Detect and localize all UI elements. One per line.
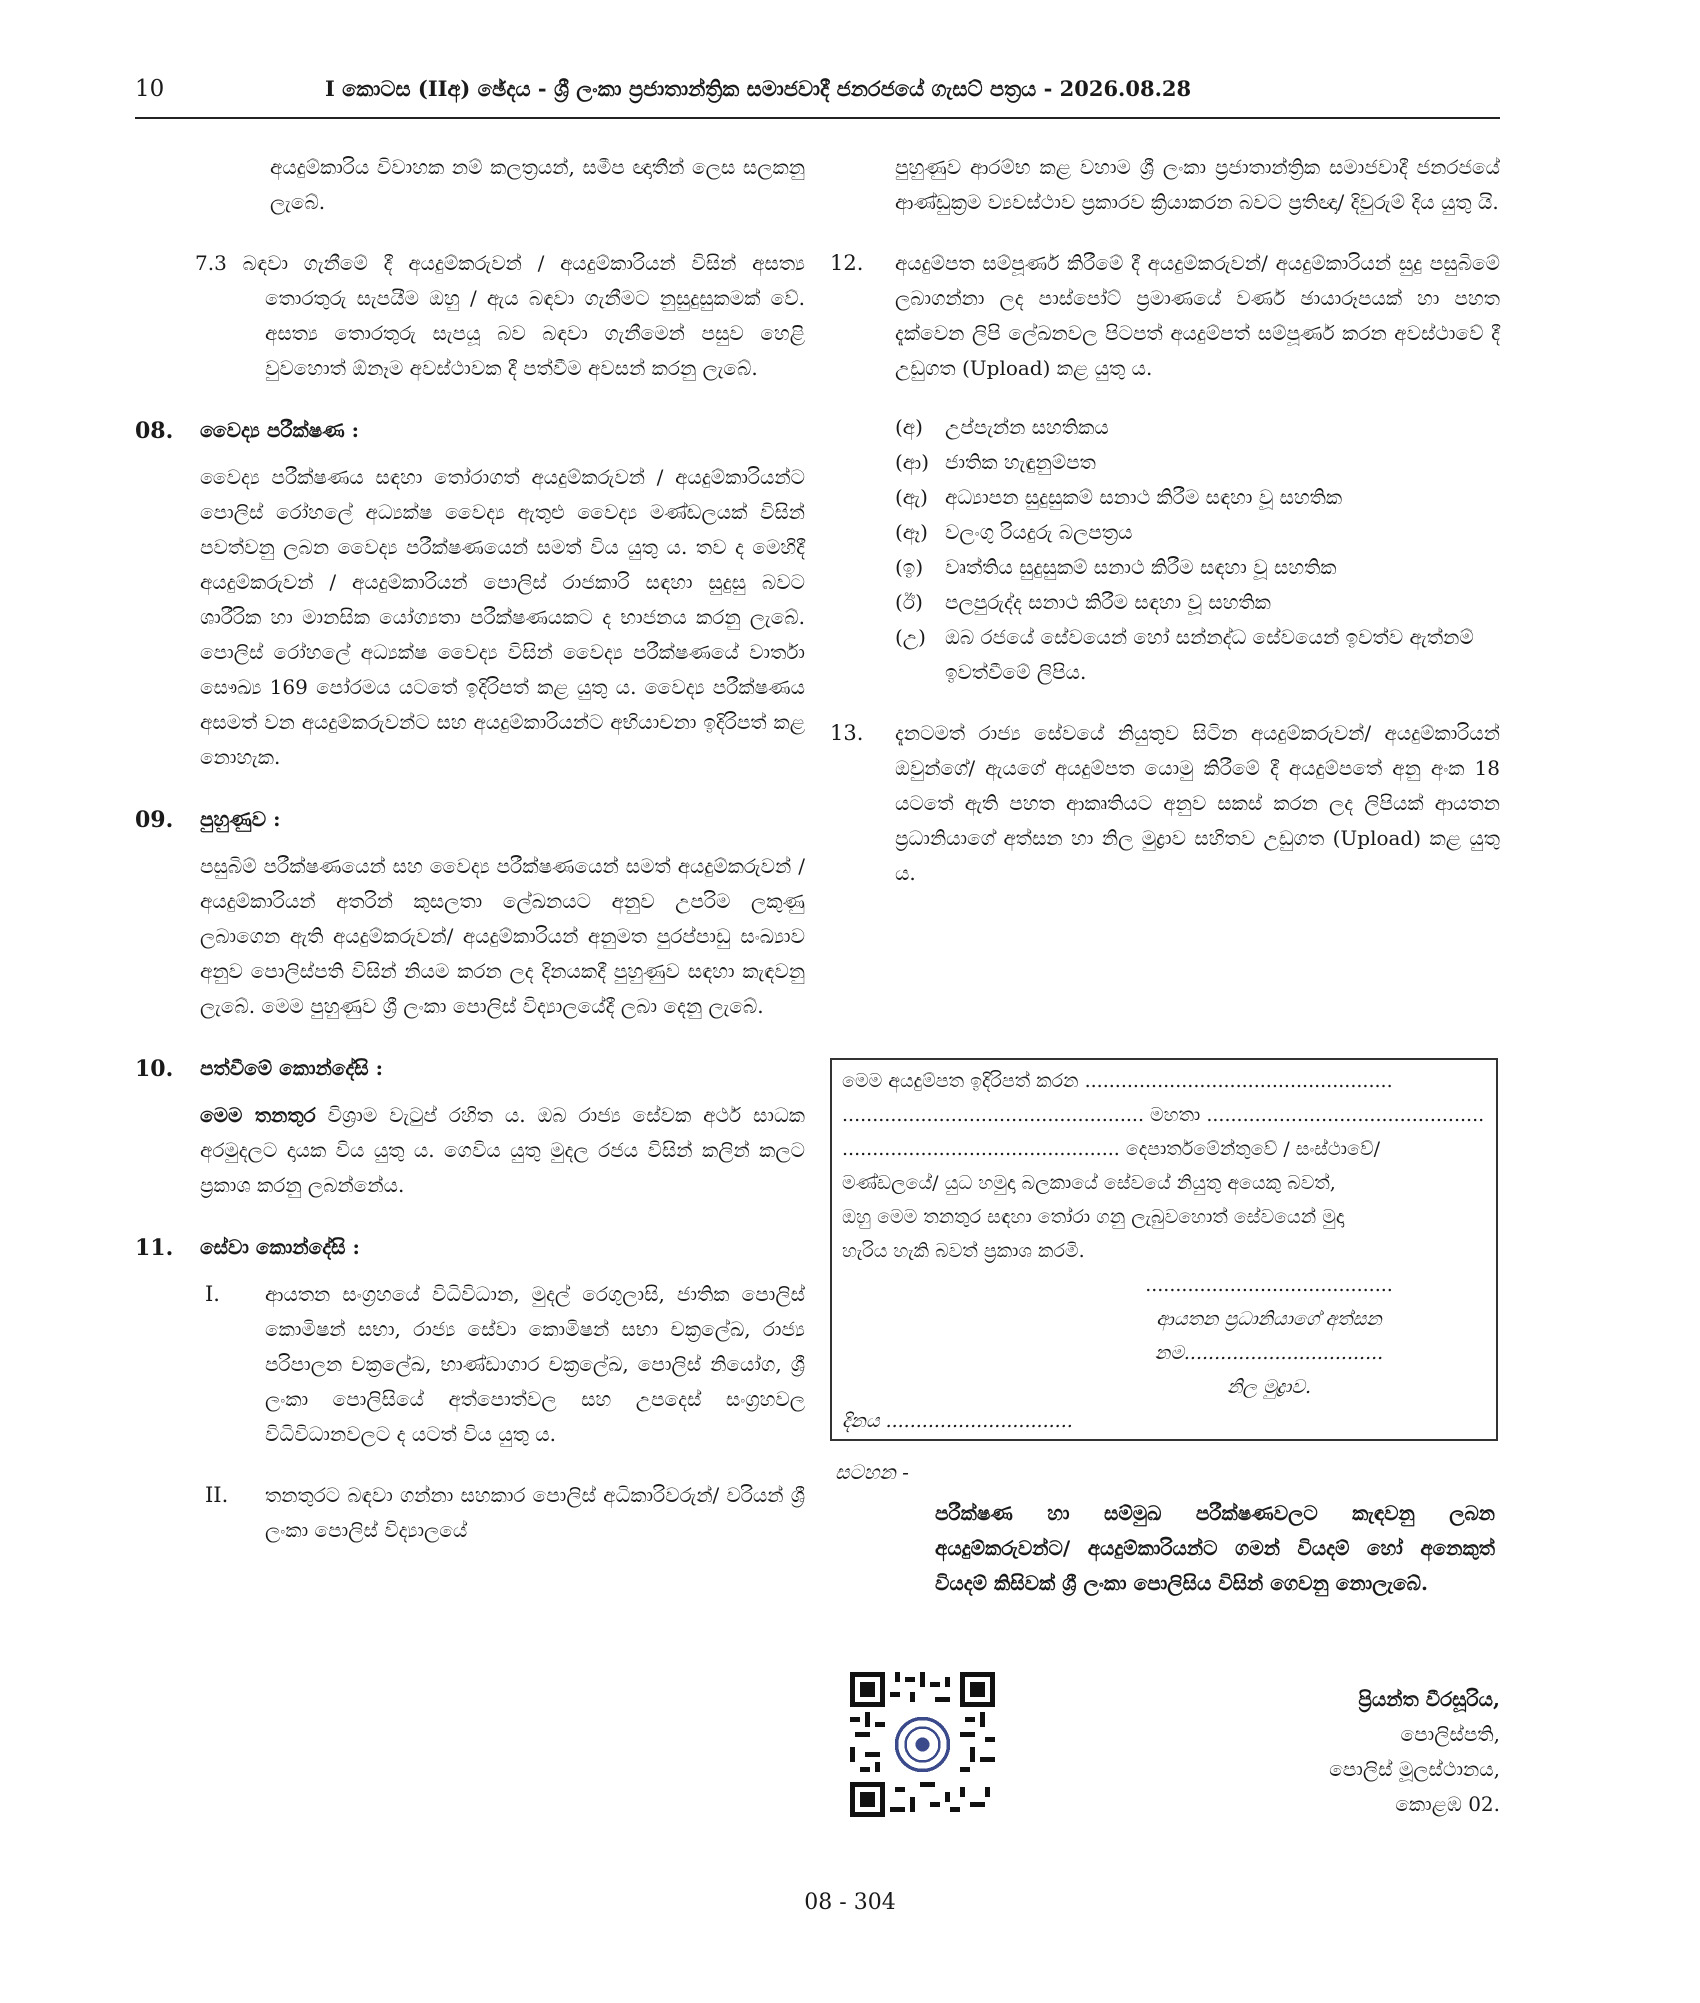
section-09-number: 09. [135, 807, 174, 833]
list-text: අධ්‍යාපන සුදුසුකම් සනාථ කිරීම සඳහා වූ සහතික [945, 485, 1343, 509]
section-12-number: 12. [830, 251, 864, 275]
section-7-3-number: 7.3 [195, 251, 227, 275]
section-13 [830, 716, 1500, 891]
section-10-text [135, 1098, 805, 1203]
section-12-text: අයදුම්පත සම්පූර්ණ කිරීමේ දී අයදුම්කරුවන්/ අයදුම්කාරියන් සුදු පසුබිමේ ලබාගන්නා ලද පාස්පෝට් ප්‍රමාණයේ වර්ණ ඡායාරූපයක් හා පහත දැක්වෙන ලිපි ලේඛනවල පිටපත් අයදුම්පත් සම්පූර්ණ කරන අවස්ථාවේ දී උඩුගත (Upload) කළ යුතු ය. [895, 251, 1500, 380]
list-mark: (අ) [895, 415, 923, 439]
section-11-number: 11. [135, 1235, 174, 1261]
list-text: වෘත්තිය සුදුසුකම් සනාථ කිරීම සඳහා වූ සහතික [945, 555, 1337, 579]
form-line: ඔහු මෙම තනතුර සඳහා තෝරා ගනු ලැබුවහොත් සේවයෙන් මුදා [842, 1206, 1345, 1228]
date-line: දිනය ............................... [842, 1410, 1073, 1432]
list-mark: (ඈ) [895, 520, 928, 544]
list-mark: (ඇ) [895, 485, 928, 509]
list-item [895, 410, 1500, 445]
section-08-text: වෛද්‍ය පරීක්ෂණය සඳහා තෝරාගත් අයදුම්කරුවන් / අයදුම්කාරියන්ට පොලිස් රෝහලේ අධ්‍යක්ෂ වෛද්‍ය ඇතුළු වෛද්‍ය මණ්ඩලයක් විසින් පවත්වනු ලබන වෛද්‍ය පරීක්ෂණයෙන් සමත් විය යුතු ය. තව ද මෙහිදී අයදුම්කරුවන් / අයදුම්කාරියන් පොලිස් රාජකාරි සඳහා සුදුසු බවට ශාරීරික හා මානසික යෝග්‍යතා පරීක්ෂණයකට ද භාජනය කරනු ලැබේ. පොලිස් රෝහලේ අධ්‍යක්ෂ වෛද්‍ය විසින් වෛද්‍ය පරීක්ෂණයේ වාර්තා සෞඛ්‍ය 169 පෝරමය යටතේ ඉදිරිපත් කළ යුතු ය. වෛද්‍ය පරීක්ෂණය අසමත් වන අයදුම්කරුවන්ට සහ අයදුම්කාරියන්ට අභියාචනා ඉදිරිපත් කළ නොහැක. [200, 465, 805, 769]
page-number: 10 [135, 76, 165, 102]
section-13-number: 13. [830, 721, 864, 745]
list-mark: (ආ) [895, 450, 930, 474]
form-line: මෙම අයදුම්පත ඉදිරිපත් කරන ................................................... [842, 1070, 1393, 1092]
signatory-city: කොළඹ 02. [1395, 1792, 1500, 1816]
list-text: ජාතික හැඳුනුම්පත [945, 450, 1096, 474]
name-line: නම................................. [1154, 1342, 1384, 1364]
list-item [895, 585, 1500, 620]
list-item [895, 620, 1500, 690]
signatory-block [1200, 1682, 1500, 1822]
section-7-3 [135, 246, 805, 386]
qr-code-icon [850, 1672, 995, 1817]
item-text: තනතුරට බඳවා ගන්නා සහකාර පොලිස් අධිකාරිවරුන්/ වරියන් ශ්‍රී ලංකා පොලිස් විද්‍යාලයේ [265, 1483, 805, 1542]
page-footer-code: 08 - 304 [804, 1890, 896, 1915]
document-list [830, 410, 1500, 690]
declaration-form-box [830, 1058, 1498, 1441]
continued-paragraph: අයදුම්කාරිය විවාහක නම් කලත්‍රයන්, සමීප ඥාතීන් ලෙස සලකනු ලැබේ. [270, 155, 805, 214]
right-column [830, 150, 1500, 891]
signatory-title: පොලිස්පති, [1400, 1722, 1500, 1746]
section-09-heading [135, 807, 805, 831]
section-08-number: 08. [135, 418, 174, 444]
signature-dots: ......................................... [1145, 1274, 1393, 1296]
note-text: පරීක්ෂණ හා සම්මුඛ පරීක්ෂණවලට කැඳවනු ලබන අයදුම්කරුවන්ට/ අයදුම්කාරියන්ට ගමන් වියදම් හෝ අනෙකුත් වියදම් කිසිවක් ශ්‍රී ලංකා පොලිසිය විසින් ගෙවනු නොලැබේ. [935, 1501, 1495, 1595]
list-item [895, 480, 1500, 515]
item-mark: I. [205, 1282, 220, 1306]
form-line: මණ්ඩලයේ/ යුධ හමුදා බලකායේ සේවයේ නියුතු අයෙකු බවත්, [842, 1172, 1336, 1194]
list-text: උප්පැන්න සහතිකය [945, 415, 1109, 439]
section-09-text: පසුබිම් පරීක්ෂණයෙන් සහ වෛද්‍ය පරීක්ෂණයෙන් සමත් අයදුම්කරුවන් /අයදුම්කාරියන් අතරින් කුසලතා ලේඛනයට අනුව උපරිම ලකුණු ලබාගෙන ඇති අයදුම්කරුවන්/ අයදුම්කාරියන් අනුමත පුරප්පාඩු සංඛ්‍යාව අනුව පොලිස්පති විසින් නියම කරන ලද දිනයකදී පුහුණුව සඳහා කැඳවනු ලැබේ. මෙම පුහුණුව ශ්‍රී ලංකා පොලිස් විද්‍යාලයේදී ලබා දෙනු ලැබේ. [200, 854, 805, 1018]
seal-label: නිල මුද්‍රාව. [1226, 1376, 1311, 1398]
list-item [895, 515, 1500, 550]
list-text: පලපුරුද්ද සනාථ කිරීම සඳහා වූ සහතික [945, 590, 1271, 614]
signatory-office: පොලිස් මූලස්ථානය, [1329, 1757, 1500, 1781]
section-10-title: පත්වීමේ කොන්දේසි : [200, 1056, 384, 1080]
list-text: වලංගු රියදුරු බලපත්‍රය [945, 520, 1133, 544]
section-11-heading [135, 1235, 805, 1259]
section-7-3-text: බඳවා ගැනීමේ දී අයදුම්කරුවන් / අයදුම්කාරියන් විසින් අසත්‍ය තොරතුරු සැපයීම ඔහු / ඇය බඳවා ගැනීමට නුසුදුසුකමක් වේ. අසත්‍ය තොරතුරු සැපයූ බව බඳවා ගැනීමෙන් පසුව හෙළි වුවහොත් ඕනෑම අවස්ථාවක දී පත්වීම අවසන් කරනු ලැබේ. [242, 251, 805, 380]
list-text: ඔබ රජයේ සේවයෙන් හෝ සන්නද්ධ සේවයෙන් ඉවත්ව ඇත්නම් ඉවත්වීමේ ලිපිය. [945, 625, 1474, 684]
section-10-bold: මෙම තනතුර [200, 1103, 316, 1127]
header-rule [135, 117, 1500, 119]
note-label: සටහන - [835, 1460, 909, 1484]
form-line: හැරිය හැකි බවත් ප්‍රකාශ කරමි. [842, 1240, 1085, 1262]
section-11-title: සේවා කොන්දේසි : [200, 1235, 360, 1259]
gazette-title: I කොටස (IIඅ) ඡේදය - ශ්‍රී ලංකා ප්‍රජාතාන්ත්‍රික සමාජවාදී ජනරජයේ ගැසට් පත්‍රය - 2026.08.28 [325, 76, 1192, 101]
section-11-item-1 [135, 1277, 805, 1452]
section-12 [830, 246, 1500, 386]
signature-label: ආයතන ප්‍රධානියාගේ අත්සන [1156, 1308, 1382, 1330]
signatory-name: ප්‍රියන්ත වීරසූරිය, [1358, 1687, 1500, 1711]
section-08-title: වෛද්‍ය පරීක්ෂණ : [200, 418, 360, 442]
section-08-heading [135, 418, 805, 442]
section-11-item-2 [135, 1478, 805, 1548]
list-mark: (ඉ) [895, 555, 924, 579]
note-section [835, 1460, 1495, 1601]
section-10-rest: විශ්‍රාම වැටුප් රහිත ය. ඔබ රාජ්‍ය සේවක අර්ථ සාධක අරමුදලට දායක විය යුතු ය. ගෙවිය යුතු මුදල රජය විසින් කලින් කලට ප්‍රකාශ කරනු ලබන්නේය. [200, 1103, 805, 1197]
list-mark: (ඊ) [895, 590, 923, 614]
list-item [895, 550, 1500, 585]
section-10-number: 10. [135, 1056, 174, 1082]
continued-paragraph-right: පුහුණුව ආරම්භ කළ වහාම ශ්‍රී ලංකා ප්‍රජාතාන්ත්‍රික සමාජවාදී ජනරජයේ ආණ්ඩුක්‍රම ව්‍යවස්ථාව ප්‍රකාරව ක්‍රියාකරන බවට ප්‍රතිඥා/ දිවුරුම් දිය යුතු යි. [895, 155, 1500, 214]
section-09-title: පුහුණුව : [200, 807, 281, 831]
list-item [895, 445, 1500, 480]
list-mark: (උ) [895, 625, 926, 649]
item-text: ආයතන සංග්‍රහයේ විධිවිධාන, මුදල් රෙගුලාසි, ජාතික පොලිස් කොමිෂන් සභා, රාජ්‍ය සේවා කොමිෂන් සභා චක්‍රලේඛ, රාජ්‍ය පරිපාලන චක්‍රලේඛ, භාණ්ඩාගාර චක්‍රලේඛ, පොලිස් නියෝග, ශ්‍රී ලංකා පොලිසියේ අත්පොත්වල සහ උපදෙස් සංග්‍රහවල විධිවිධානවලට ද යටත් විය යුතු ය. [265, 1282, 805, 1446]
left-column [135, 150, 805, 1548]
form-line: .............................................. දෙපාර්තමේන්තුවේ / සංස්ථාවේ/ [842, 1138, 1381, 1160]
section-10-heading [135, 1056, 805, 1080]
section-13-text: දැනටමත් රාජ්‍ය සේවයේ නියුතුව සිටින අයදුම්කරුවන්/ අයදුම්කාරියන් ඔවුන්ගේ/ ඇයගේ අයදුම්පත යොමු කිරීමේ දී අයදුම්පතේ අනු අංක 18 යටතේ ඇති පහත ආකෘතියට අනුව සකස් කරන ලද ලිපියක් ආයතන ප්‍රධානියාගේ අත්සන හා නිල මුද්‍රාව සහිතව උඩුගත (Upload) කළ යුතු ය. [895, 721, 1500, 885]
item-mark: II. [205, 1483, 229, 1507]
form-line: .................................................. මහතා .............................................. [842, 1104, 1485, 1126]
page-header [135, 70, 1500, 114]
